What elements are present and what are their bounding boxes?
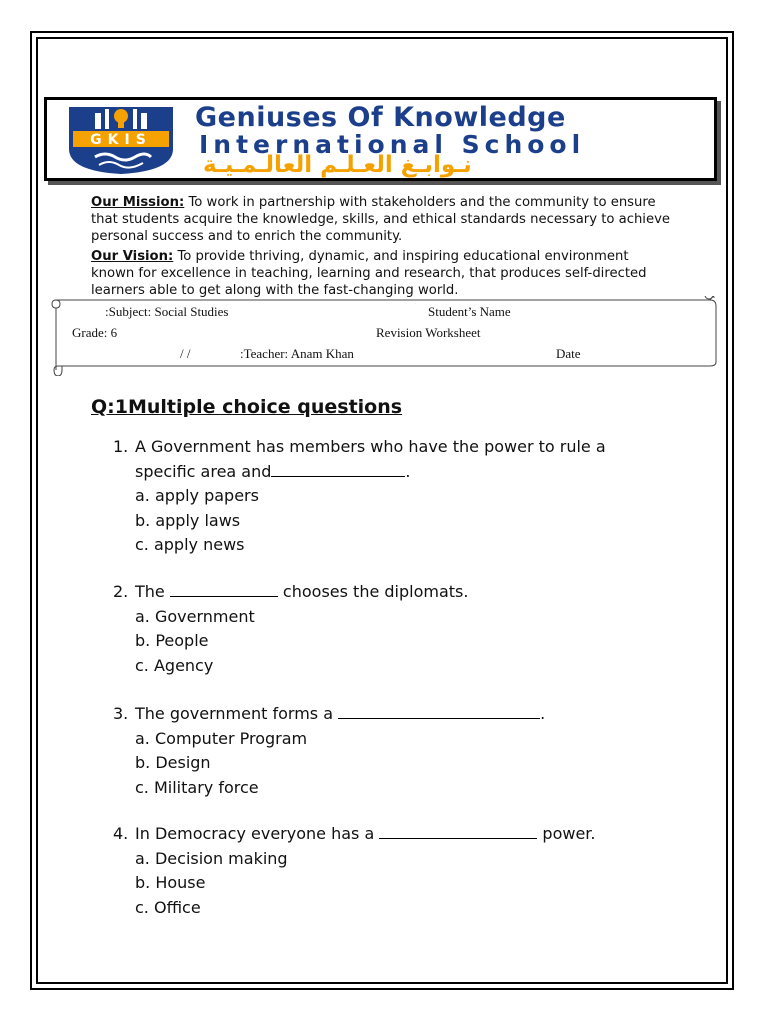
answer-blank xyxy=(271,462,405,477)
question-stem-cont: specific area and xyxy=(135,461,272,481)
question-stem: The government forms a xyxy=(135,704,339,723)
question-stem-end: . xyxy=(405,461,411,481)
question-number: 2. xyxy=(113,582,129,601)
option-b: b. People xyxy=(135,631,209,650)
answer-blank xyxy=(338,704,540,719)
question-stem-end: chooses the diplomats. xyxy=(277,582,469,601)
mission-text: To work in partnership with stakeholders and the community to ensure that students acquire the knowledge, skills, and ethical standards necessary to achieve personal success and to enrich the community. xyxy=(91,195,671,244)
school-banner xyxy=(44,97,717,181)
question-stem-end: power. xyxy=(537,824,596,843)
school-name-line2: International School xyxy=(199,130,586,159)
question-3 xyxy=(113,702,545,800)
teacher-field: :Teacher: Anam Khan xyxy=(240,346,354,361)
option-c: c. Office xyxy=(135,897,201,917)
option-a: a. apply papers xyxy=(135,486,259,505)
question-number: 4. xyxy=(113,824,129,843)
logo-text: GKIS xyxy=(90,132,152,148)
mission-statement xyxy=(91,194,671,245)
question-stem: The xyxy=(135,582,170,601)
question-1 xyxy=(113,435,606,558)
option-b: b. House xyxy=(135,873,206,892)
subject-field: :Subject: Social Studies xyxy=(105,304,229,319)
mission-label: Our Mission: xyxy=(91,195,185,210)
answer-blank xyxy=(379,824,537,839)
student-name-field: Student’s Name xyxy=(428,304,511,319)
question-number: 1. xyxy=(113,437,129,456)
school-name-arabic: نـوابـغ العـلـم العالـمـيـة xyxy=(203,152,472,178)
option-a: a. Decision making xyxy=(135,848,288,868)
option-a: a. Government xyxy=(135,606,255,626)
question-stem: A Government has members who have the power to rule a xyxy=(135,437,606,456)
school-logo xyxy=(65,105,177,175)
vision-text: To provide thriving, dynamic, and inspiring educational environment known for excellence in teaching, learning and research, that produces self-directed learners able to get along with the fast-changing world. xyxy=(91,249,647,298)
date-field: Date xyxy=(556,346,581,361)
vision-statement xyxy=(91,248,671,299)
question-number: 3. xyxy=(113,704,129,723)
vision-label: Our Vision: xyxy=(91,249,174,264)
option-c: c. Military force xyxy=(135,777,259,797)
option-c: c. Agency xyxy=(135,655,214,675)
option-a: a. Computer Program xyxy=(135,728,308,748)
question-2 xyxy=(113,580,468,678)
question-stem-end: . xyxy=(540,704,546,723)
date-slashes: / / xyxy=(180,346,191,361)
option-b: b. Design xyxy=(135,753,211,772)
grade-field: Grade: 6 xyxy=(72,325,118,340)
option-c: c. apply news xyxy=(135,535,245,554)
option-b: b. apply laws xyxy=(135,510,241,530)
question-stem: In Democracy everyone has a xyxy=(135,824,380,843)
question-4 xyxy=(113,822,596,920)
section-title: Q:1Multiple choice questions xyxy=(91,396,403,418)
worksheet-title: Revision Worksheet xyxy=(376,325,481,340)
answer-blank xyxy=(170,582,278,597)
school-name-line1: Geniuses Of Knowledge xyxy=(195,102,566,133)
